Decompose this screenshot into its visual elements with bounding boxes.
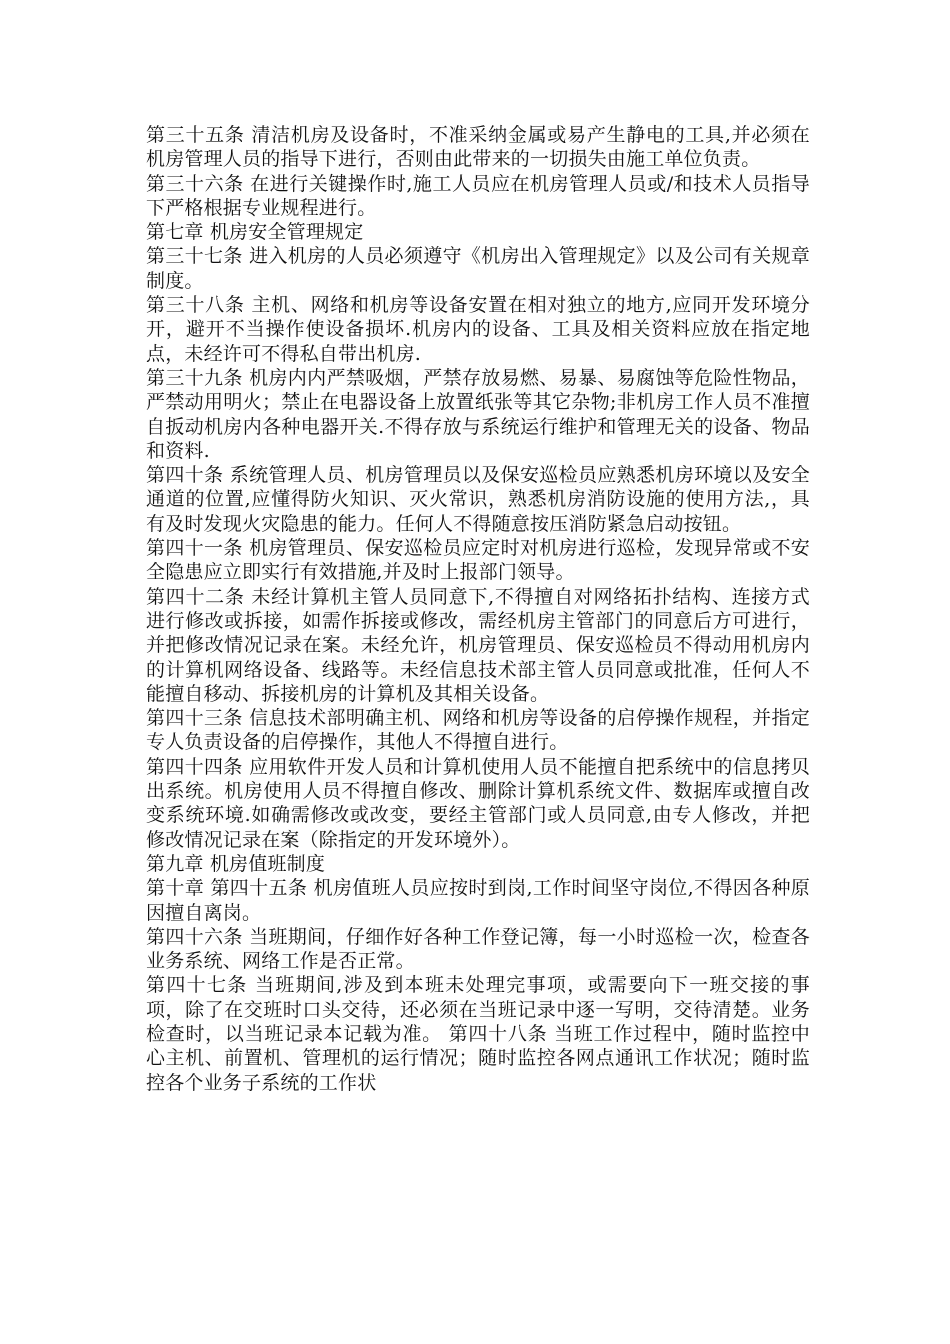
article-41: 第四十一条 机房管理员、保安巡检员应定时对机房进行巡检，发现异常或不安全隐患应立即实行有效措施,并及时上报部门领导。 (146, 537, 810, 584)
article-37: 第三十七条 进入机房的人员必须遵守《机房出入管理规定》以及公司有关规章制度。 (146, 245, 810, 292)
article-38: 第三十八条 主机、网络和机房等设备安置在相对独立的地方,应同开发环境分开，避开不当操作使设备损坏.机房内的设备、工具及相关资料应放在指定地点，未经许可不得私自带出机房. (146, 294, 810, 365)
article-43: 第四十三条 信息技术部明确主机、网络和机房等设备的启停操作规程，并指定专人负责设备的启停操作，其他人不得擅自进行。 (146, 707, 810, 754)
article-47-48: 第四十七条 当班期间,涉及到本班未处理完事项，或需要向下一班交接的事项，除了在交班时口头交待，还必须在当班记录中逐一写明，交待清楚。业务检查时，以当班记录本记载为准。 第四十八条 当班工作过程中，随时监控中心主机、前置机、管理机的运行情况；随时监控各网点通讯工作状况；随时监控各个业务子系统的工作状 (146, 974, 810, 1094)
article-40: 第四十条 系统管理人员、机房管理员以及保安巡检员应熟悉机房环境以及安全通道的位置,应懂得防火知识、灭火常识，熟悉机房消防设施的使用方法,，具有及时发现火灾隐患的能力。任何人不得随意按压消防紧急启动按钮。 (146, 464, 810, 535)
article-36: 第三十六条 在进行关键操作时,施工人员应在机房管理人员或/和技术人员指导下严格根据专业规程进行。 (146, 172, 810, 219)
chapter-7-heading: 第七章 机房安全管理规定 (146, 221, 364, 244)
chapter-10-article-45: 第十章 第四十五条 机房值班人员应按时到岗,工作时间坚守岗位,不得因各种原因擅自离岗。 (146, 877, 810, 924)
article-35: 第三十五条 清洁机房及设备时，不准采纳金属或易产生静电的工具,并必须在机房管理人员的指导下进行，否则由此带来的一切损失由施工单位负责。 (146, 124, 810, 171)
article-39: 第三十九条 机房内内严禁吸烟，严禁存放易燃、易暴、易腐蚀等危险性物品，严禁动用明火；禁止在电器设备上放置纸张等其它杂物;非机房工作人员不准擅自扳动机房内各种电器开关.不得存放与系统运行维护和管理无关的设备、物品和资料. (146, 366, 810, 462)
document-body (146, 123, 810, 1095)
article-46: 第四十六条 当班期间，仔细作好各种工作登记簿，每一小时巡检一次，检查各业务系统、网络工作是否正常。 (146, 925, 810, 973)
chapter-9-heading: 第九章 机房值班制度 (146, 852, 326, 875)
article-42: 第四十二条 未经计算机主管人员同意下,不得擅自对网络拓扑结构、连接方式进行修改或拆接，如需作拆接或修改，需经机房主管部门的同意后方可进行，并把修改情况记录在案。未经允许，机房管理员、保安巡检员不得动用机房内的计算机网络设备、线路等。未经信息技术部主管人员同意或批准，任何人不能擅自移动、拆接机房的计算机及其相关设备。 (146, 585, 810, 705)
article-44: 第四十四条 应用软件开发人员和计算机使用人员不能擅自把系统中的信息拷贝出系统。机房使用人员不得擅自修改、删除计算机系统文件、数据库或擅自改变系统环境.如确需修改或改变，要经主管部门或人员同意,由专人修改，并把修改情况记录在案（除指定的开发环境外）。 (146, 755, 810, 851)
